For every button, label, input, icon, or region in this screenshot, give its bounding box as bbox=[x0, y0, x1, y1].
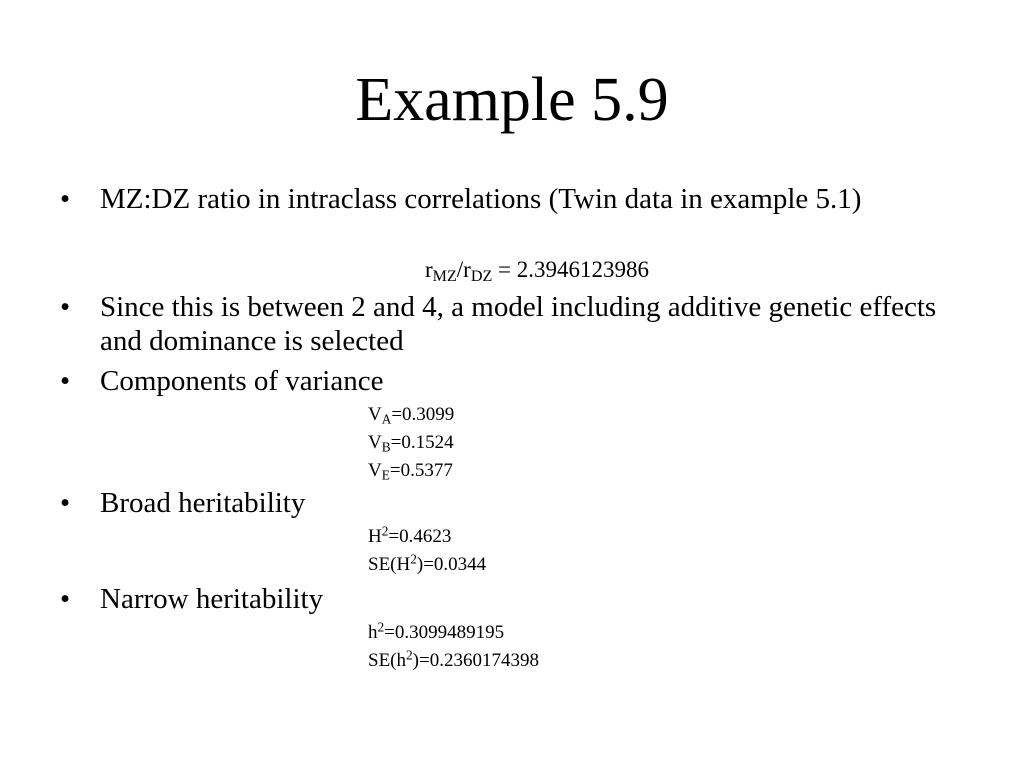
ratio-formula bbox=[0, 256, 1024, 284]
ratio-value: = 2.3946123986 bbox=[492, 257, 650, 282]
narrow-h2: $h^2=0.3099489195$ bbox=[368, 619, 505, 643]
bullet-text: MZ:DZ ratio in intraclass correlations (Twin data in example 5.1) bbox=[100, 183, 862, 215]
slide-title: Example 5.9 bbox=[355, 66, 669, 134]
ratio-mz-sub: MZ bbox=[432, 268, 457, 286]
broad-se: $SE(H^2)=0.0344$ bbox=[368, 551, 487, 575]
bullet-model-selection bbox=[60, 290, 960, 358]
bullet-marker: • bbox=[60, 291, 71, 323]
ratio-slash: /r bbox=[456, 257, 471, 282]
ratio-r: r bbox=[424, 257, 433, 282]
bullet-narrow-heritability bbox=[60, 582, 960, 616]
ratio-dz-sub: DZ bbox=[470, 268, 493, 286]
variance-ve: $V_E=0.5377$ bbox=[368, 460, 453, 483]
bullet-marker: • bbox=[60, 183, 71, 215]
narrow-se: $SE(h^2)=0.2360174398$ bbox=[368, 647, 539, 671]
bullet-components-of-variance bbox=[60, 364, 960, 398]
bullet-marker: • bbox=[60, 487, 71, 519]
bullet-broad-heritability bbox=[60, 486, 960, 520]
bullet-text: Since this is between 2 and 4, a model including additive genetic effects and dominance is selected bbox=[100, 291, 937, 357]
bullet-text: Narrow heritability bbox=[100, 583, 324, 615]
bullet-marker: • bbox=[60, 583, 71, 615]
bullet-text: Components of variance bbox=[100, 365, 384, 397]
variance-vb: $V_B=0.1524$ bbox=[368, 432, 454, 455]
broad-h2: $H^2=0.4623$ bbox=[368, 523, 452, 547]
bullet-text: Broad heritability bbox=[100, 487, 306, 519]
bullet-mz-dz-ratio bbox=[60, 182, 960, 216]
bullet-marker: • bbox=[60, 365, 71, 397]
variance-va: $V_A=0.3099$ bbox=[368, 404, 455, 427]
